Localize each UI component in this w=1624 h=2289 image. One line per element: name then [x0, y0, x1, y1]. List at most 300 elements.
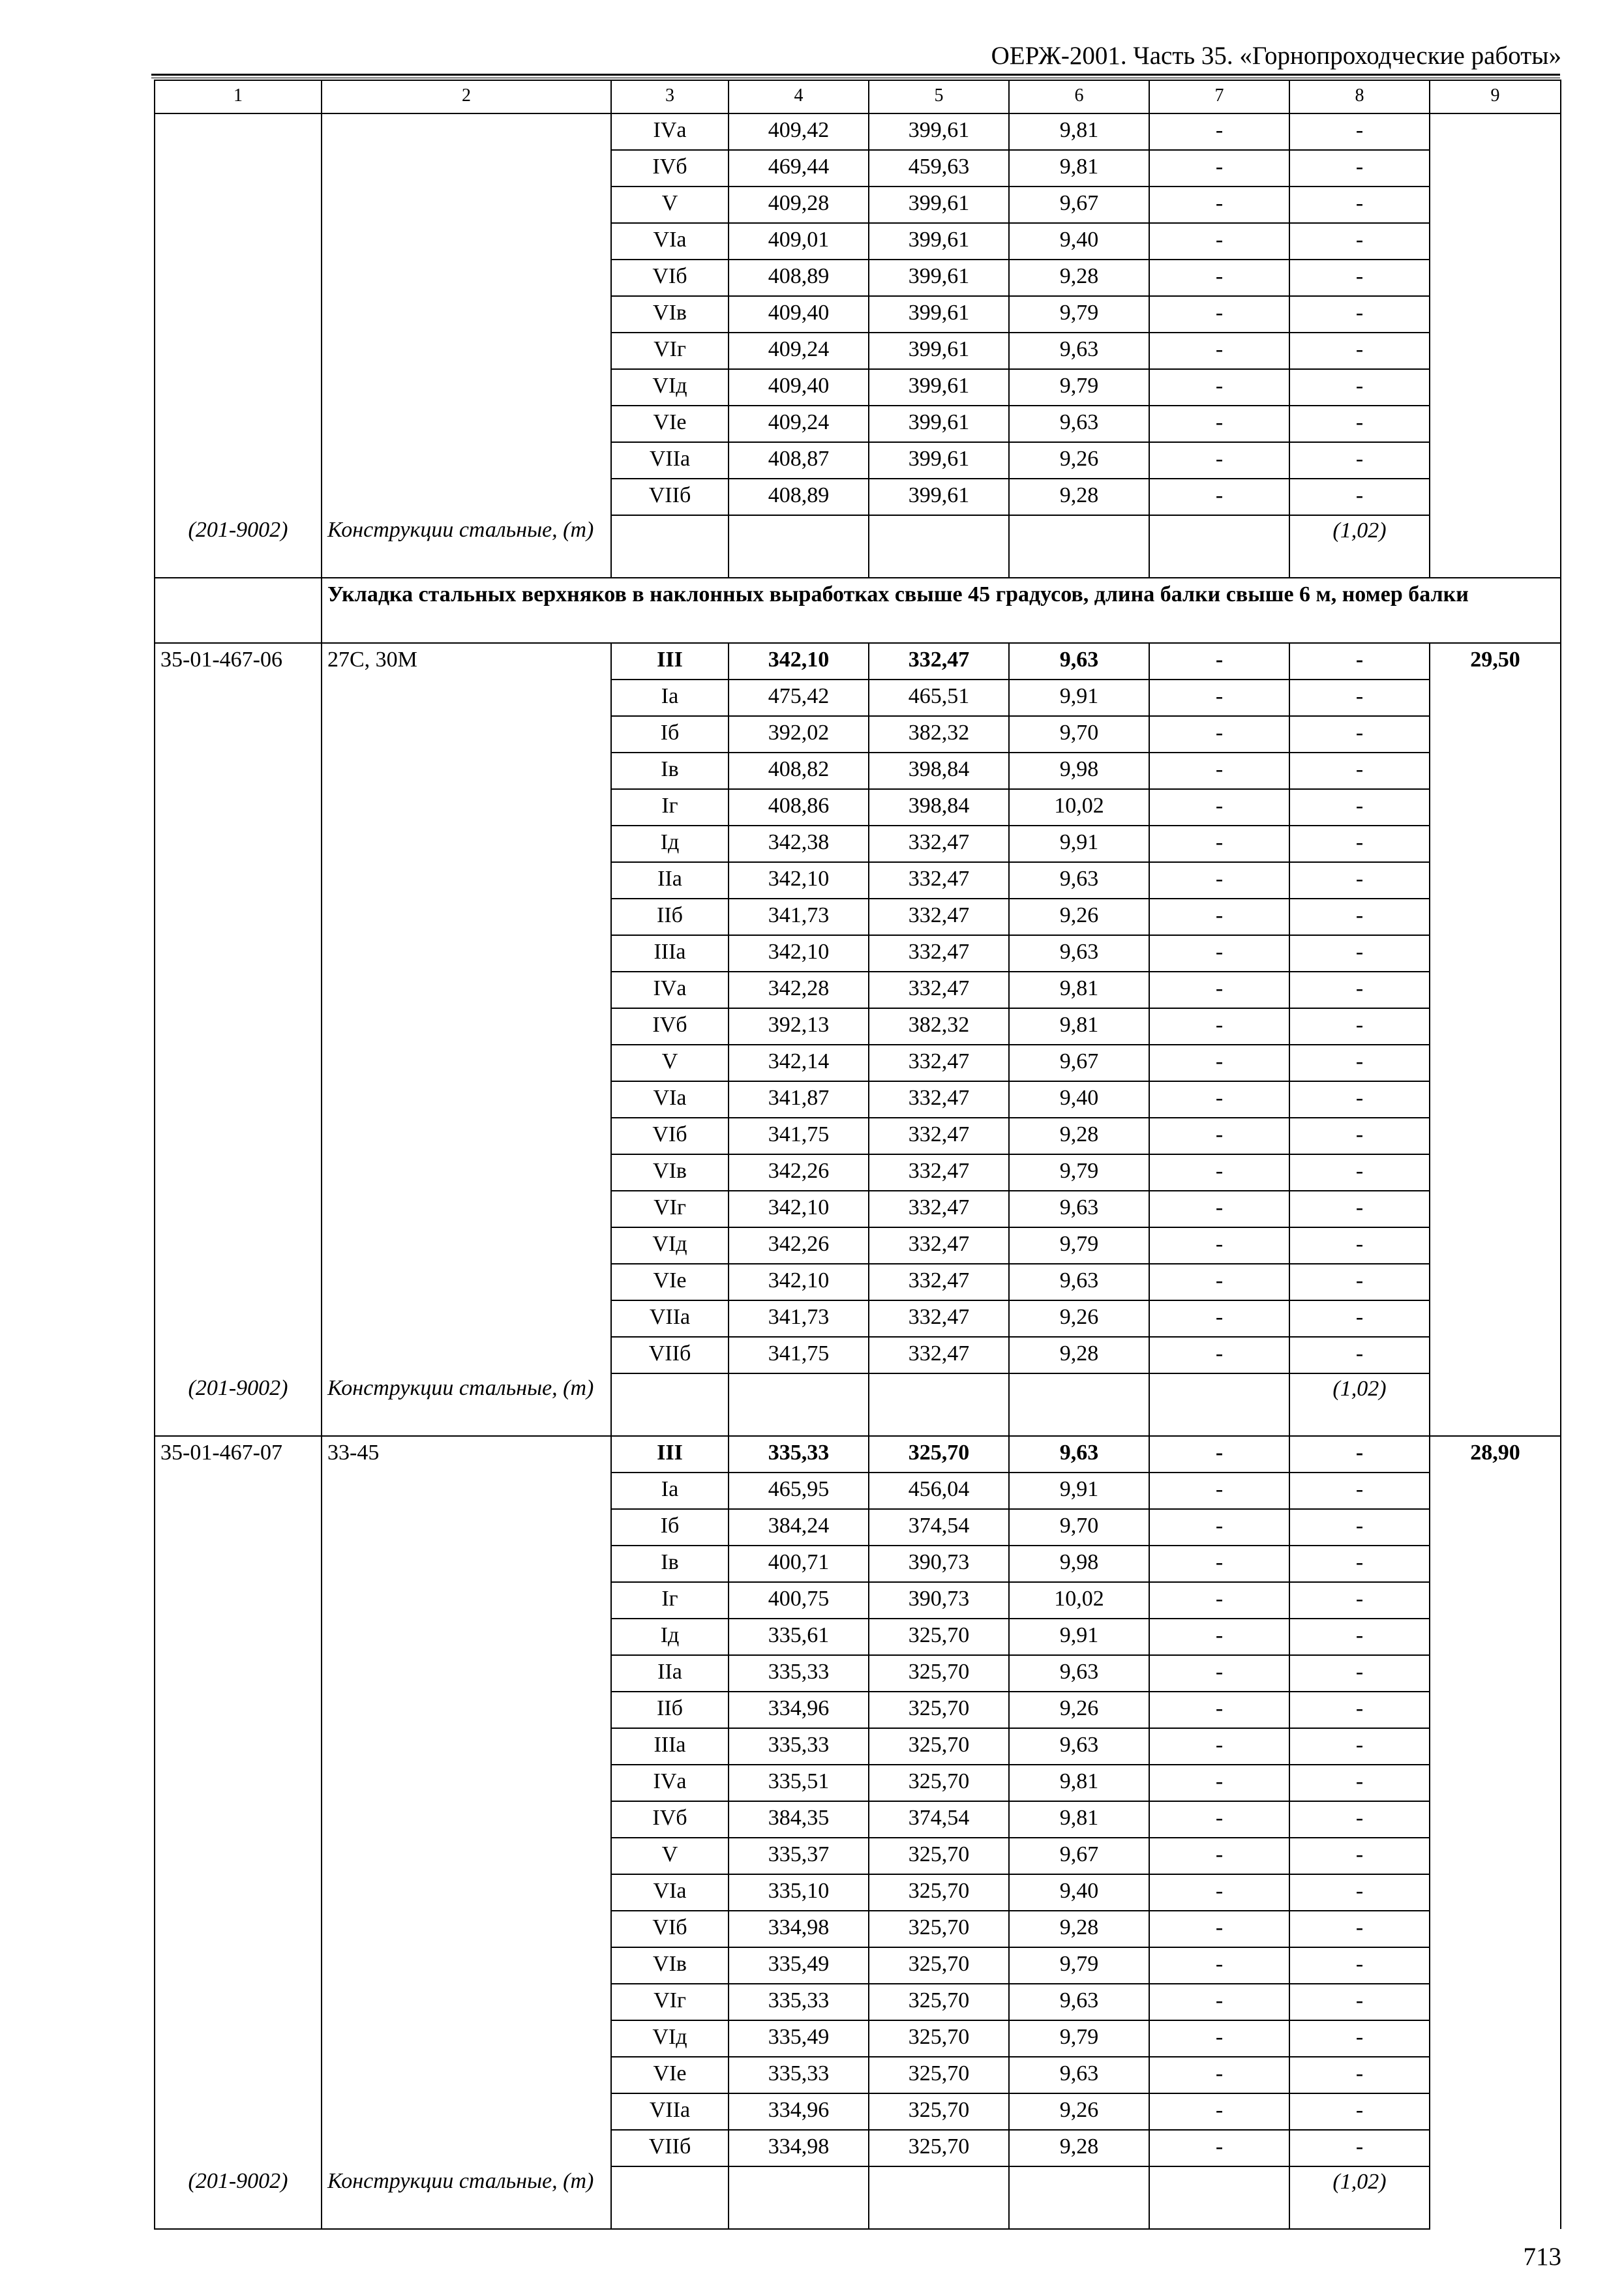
value-cell: - [1289, 1473, 1430, 1509]
column-number: 3 [611, 80, 729, 113]
value-cell: - [1149, 1473, 1289, 1509]
value-cell: VIг [611, 333, 729, 369]
value-cell: 332,47 [869, 935, 1009, 972]
value-cell: - [1289, 1911, 1430, 1947]
value-cell: - [1289, 1337, 1430, 1373]
value-cell: 469,44 [729, 150, 869, 187]
column-number: 7 [1149, 80, 1289, 113]
material-name: Конструкции стальные, (т) [322, 2166, 611, 2229]
value-cell: 9,26 [1009, 1300, 1149, 1337]
value-cell: 392,13 [729, 1008, 869, 1045]
value-cell: - [1149, 150, 1289, 187]
value-cell: - [1149, 1911, 1289, 1947]
value-cell: 409,24 [729, 333, 869, 369]
value-cell: 399,61 [869, 223, 1009, 260]
value-cell: 335,49 [729, 1947, 869, 1984]
value-cell: VIа [611, 223, 729, 260]
value-cell: VIIа [611, 2093, 729, 2130]
value-cell: - [1149, 1765, 1289, 1801]
table-row [155, 113, 1561, 150]
value-cell: - [1149, 187, 1289, 223]
value-cell: 9,81 [1009, 113, 1149, 150]
value-cell: - [1149, 2130, 1289, 2166]
value-cell: 9,91 [1009, 826, 1149, 862]
value-cell: VIб [611, 1911, 729, 1947]
value-cell: - [1149, 369, 1289, 406]
value-cell: 409,40 [729, 296, 869, 333]
value-cell: Iд [611, 826, 729, 862]
value-cell: VIе [611, 1264, 729, 1300]
value-cell: - [1289, 333, 1430, 369]
value-cell: 332,47 [869, 1118, 1009, 1154]
value-cell: - [1289, 1227, 1430, 1264]
value-cell: 409,42 [729, 113, 869, 150]
value-cell: 335,49 [729, 2020, 869, 2057]
value-cell: 9,81 [1009, 150, 1149, 187]
material-coefficient: (1,02) [1289, 2166, 1430, 2229]
value-cell: 9,91 [1009, 1473, 1149, 1509]
value-cell: 400,75 [729, 1582, 869, 1619]
norm-name-cell: 27С, 30М [322, 643, 611, 1373]
value-cell: - [1289, 1264, 1430, 1300]
value-cell: - [1149, 1509, 1289, 1546]
empty-cell [1149, 515, 1289, 578]
empty-cell [1009, 515, 1149, 578]
empty-cell [1009, 1373, 1149, 1436]
value-cell: 9,63 [1009, 333, 1149, 369]
norm-code-cell: 35-01-467-06 [155, 643, 322, 1373]
value-cell: 342,28 [729, 972, 869, 1008]
value-cell: 9,26 [1009, 1692, 1149, 1728]
value-cell: - [1149, 1838, 1289, 1874]
value-cell: 9,67 [1009, 1045, 1149, 1081]
value-cell: 9,28 [1009, 479, 1149, 515]
value-cell: - [1149, 333, 1289, 369]
value-cell: - [1289, 1801, 1430, 1838]
value-cell: 390,73 [869, 1582, 1009, 1619]
value-cell: V [611, 1045, 729, 1081]
value-cell: 332,47 [869, 1264, 1009, 1300]
value-cell: VIг [611, 1191, 729, 1227]
value-cell: 342,26 [729, 1154, 869, 1191]
value-cell: - [1149, 1337, 1289, 1373]
value-cell: - [1149, 1118, 1289, 1154]
empty-cell [1149, 1373, 1289, 1436]
value-cell: 9,63 [1009, 1191, 1149, 1227]
value-cell: - [1289, 899, 1430, 935]
value-cell: 342,14 [729, 1045, 869, 1081]
value-cell: VIе [611, 2057, 729, 2093]
material-name: Конструкции стальные, (т) [322, 1373, 611, 1436]
value-cell: 374,54 [869, 1801, 1009, 1838]
value-cell: - [1149, 716, 1289, 753]
value-cell: 325,70 [869, 1838, 1009, 1874]
value-cell: 9,79 [1009, 1227, 1149, 1264]
page-number: 713 [1523, 2243, 1561, 2271]
value-cell: - [1149, 1081, 1289, 1118]
value-cell: 399,61 [869, 369, 1009, 406]
value-cell: - [1149, 1984, 1289, 2020]
value-cell: 9,98 [1009, 753, 1149, 789]
value-cell: 9,26 [1009, 899, 1149, 935]
value-cell: - [1149, 223, 1289, 260]
value-cell: - [1149, 1191, 1289, 1227]
value-cell: 456,04 [869, 1473, 1009, 1509]
value-cell: - [1149, 1582, 1289, 1619]
material-row [155, 2166, 1561, 2229]
value-cell: 332,47 [869, 1081, 1009, 1118]
value-cell: VIд [611, 2020, 729, 2057]
value-cell: 9,67 [1009, 1838, 1149, 1874]
value-cell: 335,61 [729, 1619, 869, 1655]
value-cell: 9,63 [1009, 1264, 1149, 1300]
section-row [155, 578, 1561, 643]
material-code: (201-9002) [155, 1373, 322, 1436]
norm-name-cell [322, 113, 611, 515]
value-cell: - [1149, 2093, 1289, 2130]
value-cell: 335,33 [729, 1984, 869, 2020]
table-row [155, 1436, 1561, 1473]
value-cell: - [1149, 1801, 1289, 1838]
value-cell: VIа [611, 1874, 729, 1911]
value-cell: 332,47 [869, 899, 1009, 935]
value-cell: - [1289, 643, 1430, 680]
material-coefficient: (1,02) [1289, 515, 1430, 578]
value-cell: - [1149, 1008, 1289, 1045]
value-cell: 399,61 [869, 113, 1009, 150]
value-cell: 465,95 [729, 1473, 869, 1509]
value-cell: - [1289, 1045, 1430, 1081]
material-row [155, 515, 1561, 578]
value-cell: IVа [611, 972, 729, 1008]
value-cell: 325,70 [869, 2130, 1009, 2166]
value-cell: - [1149, 1728, 1289, 1765]
value-cell: 9,70 [1009, 716, 1149, 753]
value-cell: - [1289, 1984, 1430, 2020]
value-cell: 9,63 [1009, 1728, 1149, 1765]
value-cell: 399,61 [869, 260, 1009, 296]
value-cell: - [1289, 1692, 1430, 1728]
value-cell: - [1149, 935, 1289, 972]
value-cell: 390,73 [869, 1546, 1009, 1582]
value-cell: - [1289, 2093, 1430, 2130]
value-cell: 342,10 [729, 643, 869, 680]
material-code: (201-9002) [155, 515, 322, 578]
value-cell: 9,81 [1009, 972, 1149, 1008]
value-cell: 399,61 [869, 296, 1009, 333]
value-cell: - [1149, 680, 1289, 716]
value-cell: - [1289, 406, 1430, 442]
empty-cell [729, 1373, 869, 1436]
value-cell: - [1149, 1692, 1289, 1728]
value-cell: VIв [611, 296, 729, 333]
material-coefficient: (1,02) [1289, 1373, 1430, 1436]
value-cell: 9,63 [1009, 406, 1149, 442]
value-cell: - [1149, 1045, 1289, 1081]
value-cell: 325,70 [869, 1436, 1009, 1473]
value-cell: 9,81 [1009, 1765, 1149, 1801]
value-cell: - [1289, 150, 1430, 187]
value-cell: 374,54 [869, 1509, 1009, 1546]
value-cell: 335,33 [729, 1436, 869, 1473]
value-cell: - [1289, 1081, 1430, 1118]
value-cell: IVа [611, 113, 729, 150]
empty-cell [1149, 2166, 1289, 2229]
value-cell: IIа [611, 862, 729, 899]
empty-cell [869, 2166, 1009, 2229]
value-cell: - [1149, 113, 1289, 150]
value-cell: 400,71 [729, 1546, 869, 1582]
norm-name-cell: 33-45 [322, 1436, 611, 2166]
value-cell: VIв [611, 1947, 729, 1984]
value-cell: 399,61 [869, 406, 1009, 442]
value-cell: - [1149, 643, 1289, 680]
value-cell: 9,79 [1009, 369, 1149, 406]
value-cell: VIд [611, 369, 729, 406]
column-number: 6 [1009, 80, 1149, 113]
value-cell: - [1149, 1947, 1289, 1984]
value-cell: 341,87 [729, 1081, 869, 1118]
value-cell: 9,67 [1009, 187, 1149, 223]
value-cell: 409,24 [729, 406, 869, 442]
value-cell: 399,61 [869, 187, 1009, 223]
value-cell: 325,70 [869, 1911, 1009, 1947]
value-cell: 325,70 [869, 1874, 1009, 1911]
value-cell: 334,96 [729, 1692, 869, 1728]
value-cell: VIб [611, 1118, 729, 1154]
value-cell: IVб [611, 1008, 729, 1045]
norm-code-cell [155, 113, 322, 515]
value-cell: 332,47 [869, 1300, 1009, 1337]
value-cell: VIIа [611, 442, 729, 479]
value-cell: 332,47 [869, 826, 1009, 862]
value-cell: 408,89 [729, 260, 869, 296]
value-cell: 9,28 [1009, 1911, 1149, 1947]
value-cell: - [1289, 187, 1430, 223]
value-cell: 9,63 [1009, 2057, 1149, 2093]
value-cell: 9,40 [1009, 223, 1149, 260]
value-cell: Iа [611, 680, 729, 716]
value-cell: Iг [611, 789, 729, 826]
column-number: 2 [322, 80, 611, 113]
value-cell: - [1289, 113, 1430, 150]
value-cell: - [1289, 2130, 1430, 2166]
value-cell: 334,96 [729, 2093, 869, 2130]
value-cell: - [1289, 2020, 1430, 2057]
value-cell: - [1289, 260, 1430, 296]
value-cell: - [1289, 1546, 1430, 1582]
value-cell: - [1149, 1874, 1289, 1911]
value-cell: VIв [611, 1154, 729, 1191]
value-cell: 342,38 [729, 826, 869, 862]
value-cell: 10,02 [1009, 1582, 1149, 1619]
value-cell: 9,70 [1009, 1509, 1149, 1546]
value-cell: 408,86 [729, 789, 869, 826]
value-cell: 342,10 [729, 862, 869, 899]
value-cell: - [1149, 862, 1289, 899]
value-cell: 459,63 [869, 150, 1009, 187]
empty-cell [611, 2166, 729, 2229]
value-cell: IIб [611, 899, 729, 935]
value-cell: - [1289, 1838, 1430, 1874]
value-cell: 384,24 [729, 1509, 869, 1546]
value-cell: Iв [611, 1546, 729, 1582]
value-cell: VIIа [611, 1300, 729, 1337]
value-cell: IIIа [611, 935, 729, 972]
value-cell: 9,63 [1009, 1655, 1149, 1692]
value-cell: 334,98 [729, 1911, 869, 1947]
column-number: 5 [869, 80, 1009, 113]
value-cell: 341,73 [729, 1300, 869, 1337]
value-cell: VIIб [611, 2130, 729, 2166]
value-cell: VIIб [611, 1337, 729, 1373]
value-cell: 392,02 [729, 716, 869, 753]
value-cell: 332,47 [869, 643, 1009, 680]
value-cell: 408,89 [729, 479, 869, 515]
value-cell: 325,70 [869, 1984, 1009, 2020]
value-cell: 409,28 [729, 187, 869, 223]
value-cell: - [1149, 1154, 1289, 1191]
value-cell: - [1289, 369, 1430, 406]
value-cell: - [1149, 1546, 1289, 1582]
value-cell: 9,40 [1009, 1874, 1149, 1911]
cost-cell: 29,50 [1430, 643, 1561, 1436]
value-cell: - [1149, 972, 1289, 1008]
value-cell: - [1289, 1728, 1430, 1765]
value-cell: 9,63 [1009, 1436, 1149, 1473]
value-cell: - [1149, 296, 1289, 333]
value-cell: 399,61 [869, 479, 1009, 515]
value-cell: - [1289, 826, 1430, 862]
empty-cell [611, 515, 729, 578]
value-cell: - [1289, 972, 1430, 1008]
value-cell: 9,79 [1009, 2020, 1149, 2057]
value-cell: - [1289, 1619, 1430, 1655]
value-cell: 9,79 [1009, 1947, 1149, 1984]
value-cell: - [1149, 442, 1289, 479]
value-cell: - [1149, 406, 1289, 442]
value-cell: - [1149, 753, 1289, 789]
value-cell: 382,32 [869, 716, 1009, 753]
value-cell: - [1149, 2020, 1289, 2057]
value-cell: - [1289, 1874, 1430, 1911]
empty-cell [1009, 2166, 1149, 2229]
value-cell: 325,70 [869, 2057, 1009, 2093]
norm-code-cell: 35-01-467-07 [155, 1436, 322, 2166]
value-cell: - [1289, 1300, 1430, 1337]
empty-cell [729, 515, 869, 578]
value-cell: 342,10 [729, 935, 869, 972]
value-cell: - [1289, 716, 1430, 753]
cost-cell: 28,90 [1430, 1436, 1561, 2229]
value-cell: III [611, 1436, 729, 1473]
value-cell: - [1289, 1509, 1430, 1546]
value-cell: 475,42 [729, 680, 869, 716]
value-cell: 342,10 [729, 1264, 869, 1300]
value-cell: 332,47 [869, 1337, 1009, 1373]
value-cell: Iг [611, 1582, 729, 1619]
value-cell: 9,79 [1009, 1154, 1149, 1191]
value-cell: 382,32 [869, 1008, 1009, 1045]
value-cell: - [1289, 789, 1430, 826]
empty-cell [729, 2166, 869, 2229]
value-cell: - [1289, 753, 1430, 789]
value-cell: 9,81 [1009, 1008, 1149, 1045]
value-cell: - [1149, 789, 1289, 826]
cost-cell [1430, 113, 1561, 578]
value-cell: V [611, 187, 729, 223]
value-cell: - [1289, 1582, 1430, 1619]
value-cell: 332,47 [869, 1227, 1009, 1264]
value-cell: - [1289, 296, 1430, 333]
value-cell: - [1149, 899, 1289, 935]
value-cell: 342,26 [729, 1227, 869, 1264]
value-cell: IVб [611, 1801, 729, 1838]
material-code: (201-9002) [155, 2166, 322, 2229]
value-cell: 9,26 [1009, 2093, 1149, 2130]
value-cell: 332,47 [869, 1045, 1009, 1081]
value-cell: 408,87 [729, 442, 869, 479]
value-cell: IVа [611, 1765, 729, 1801]
value-cell: - [1149, 260, 1289, 296]
value-cell: 335,33 [729, 1728, 869, 1765]
value-cell: - [1289, 1436, 1430, 1473]
value-cell: 399,61 [869, 442, 1009, 479]
value-cell: 384,35 [729, 1801, 869, 1838]
value-cell: V [611, 1838, 729, 1874]
value-cell: 9,63 [1009, 862, 1149, 899]
value-cell: 334,98 [729, 2130, 869, 2166]
value-cell: 409,01 [729, 223, 869, 260]
value-cell: 408,82 [729, 753, 869, 789]
empty-cell [155, 578, 322, 643]
value-cell: 325,70 [869, 1947, 1009, 1984]
value-cell: IVб [611, 150, 729, 187]
value-cell: 335,33 [729, 2057, 869, 2093]
value-cell: 9,79 [1009, 296, 1149, 333]
value-cell: - [1289, 1154, 1430, 1191]
value-cell: 9,98 [1009, 1546, 1149, 1582]
value-cell: 342,10 [729, 1191, 869, 1227]
value-cell: 9,28 [1009, 1118, 1149, 1154]
value-cell: 325,70 [869, 2093, 1009, 2130]
value-cell: 398,84 [869, 789, 1009, 826]
value-cell: - [1149, 1436, 1289, 1473]
value-cell: VIб [611, 260, 729, 296]
value-cell: - [1289, 1191, 1430, 1227]
value-cell: 9,91 [1009, 680, 1149, 716]
value-cell: 9,40 [1009, 1081, 1149, 1118]
value-cell: - [1149, 1619, 1289, 1655]
value-cell: VIд [611, 1227, 729, 1264]
value-cell: Iд [611, 1619, 729, 1655]
column-number-row [155, 80, 1561, 113]
value-cell: Iб [611, 1509, 729, 1546]
header-rule [151, 74, 1560, 76]
empty-cell [611, 1373, 729, 1436]
value-cell: 325,70 [869, 1655, 1009, 1692]
value-cell: - [1289, 479, 1430, 515]
page-header: ОЕРЖ-2001. Часть 35. «Горнопроходческие работы» [991, 42, 1561, 70]
empty-cell [869, 515, 1009, 578]
value-cell: - [1289, 1947, 1430, 1984]
value-cell: - [1289, 1008, 1430, 1045]
value-cell: - [1149, 1227, 1289, 1264]
value-cell: 9,81 [1009, 1801, 1149, 1838]
value-cell: 9,63 [1009, 1984, 1149, 2020]
value-cell: 409,40 [729, 369, 869, 406]
value-cell: IIIа [611, 1728, 729, 1765]
